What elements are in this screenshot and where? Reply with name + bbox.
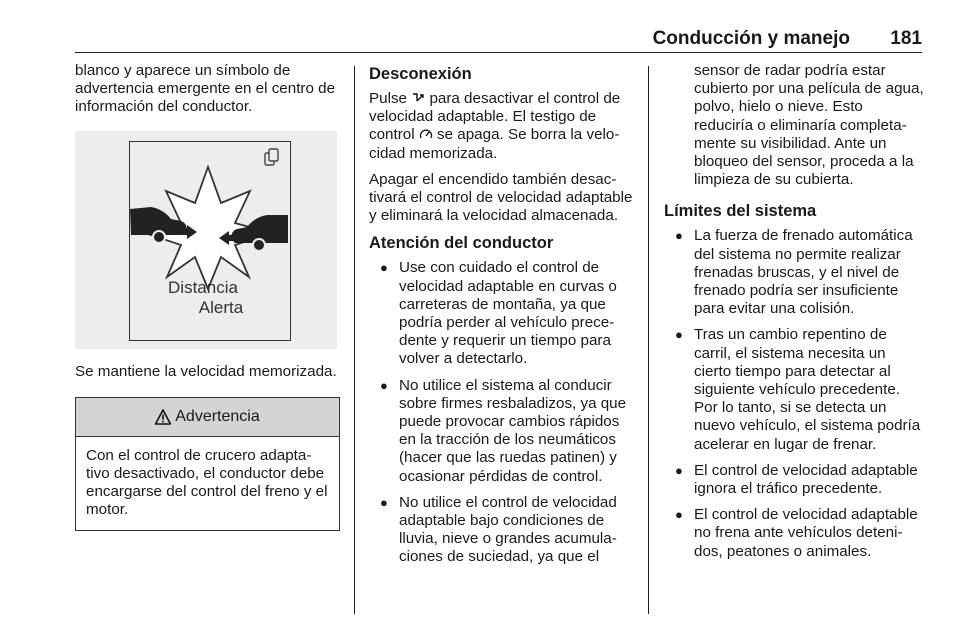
heading-disconnection: Desconexión — [369, 65, 472, 83]
bullet-icon: ● — [675, 462, 683, 478]
intro-paragraph: blanco y aparece un símbolo de advertencia emergente en el centro de información del conductor. — [75, 62, 336, 116]
collision-alert-figure — [75, 131, 337, 349]
list-item-text: No utilice el sistema al conducir sobre firmes resbaladizos, ya que puede provocar cambios rápidos en la tracción de los neumáticos (hacer que las ruedas patinen) y ocasionar pérdidas de control. — [399, 376, 627, 485]
list-item-text: Use con cuidado el control de velocidad adaptable en curvas o carreteras de montaña, ya que podría perder al vehículo precedente y requerir un tiempo para volver a detectarlo. — [399, 259, 617, 368]
list-item-text: La fuerza de frenado automática del sistema no permite realizar frenadas bruscas, y el nivel de frenado podría ser insuficiente para evitar una colisión. — [694, 227, 913, 318]
list-item-text: Tras un cambio repentino de carril, el sistema necesita un cierto tiempo para detectar al siguiente vehículo precedente. Por lo tanto, si se detecta un nuevo vehículo, el sistema podría acelerar en lugar de frenar. — [694, 326, 921, 453]
figure-label-alert: Alerta — [198, 297, 244, 317]
list-item — [369, 377, 634, 486]
page-number: 181 — [890, 28, 922, 49]
sensor-continuation: sensor de radar podría estar cubierto por una película de agua, polvo, hielo o nieve. Esto reduciría o eliminaría completamente su visibilidad. Ante un bloqueo del sensor, proceda a la limpieza de su cubierta. — [694, 62, 924, 189]
bullet-icon: ● — [675, 228, 683, 244]
page-header — [75, 22, 922, 53]
warning-box — [75, 397, 340, 531]
text-span: Pulse — [369, 90, 412, 107]
warning-body: Con el control de crucero adaptativo desactivado, el conductor debe encargarse del control del freno y el motor. — [86, 446, 328, 519]
warning-title-bar — [76, 398, 339, 437]
bullet-icon: ● — [675, 507, 683, 523]
limits-list — [664, 227, 926, 560]
column-divider — [354, 66, 355, 614]
section-title: Conducción y manejo — [652, 28, 850, 49]
bullet-icon: ● — [380, 260, 388, 276]
list-item-text: El control de velocidad adaptable no frena ante vehículos detenidos, peatones o animales. — [694, 506, 918, 560]
text-span: se apaga. Se borra la velocidad memorizada. — [369, 126, 620, 162]
heading-system-limits: Límites del sistema — [664, 202, 817, 221]
bullet-icon: ● — [675, 327, 683, 343]
list-item — [664, 506, 926, 561]
figure-label-distance: Distancia — [168, 277, 238, 297]
list-item-text: El control de velocidad adaptable ignora el tráfico precedente. — [694, 461, 918, 498]
column-middle — [369, 62, 634, 575]
bullet-icon: ● — [380, 494, 388, 510]
ignition-paragraph: Apagar el encendido también desactivará el control de velocidad adaptable y eliminará la velocidad almacenada. — [369, 170, 633, 225]
warning-triangle-icon — [155, 409, 171, 425]
column-left — [75, 62, 340, 531]
column-right — [664, 62, 926, 569]
column-divider — [648, 66, 649, 614]
bullet-icon: ● — [380, 377, 388, 393]
text-span: para desactivar el control de velocidad adaptable. El testigo de control — [369, 90, 621, 144]
page-corner-icon — [265, 149, 278, 165]
disconnect-paragraph — [369, 90, 634, 163]
speed-memorized-paragraph: Se mantiene la velocidad memorizada. — [75, 362, 337, 380]
cruise-cancel-icon — [411, 92, 425, 104]
warning-title: Advertencia — [175, 407, 260, 425]
heading-driver-attention: Atención del conductor — [369, 234, 554, 253]
list-item — [664, 326, 926, 453]
attention-list — [369, 259, 634, 566]
list-item — [664, 462, 926, 498]
list-item — [369, 494, 634, 567]
list-item — [664, 227, 926, 318]
speedometer-control-icon — [419, 128, 433, 140]
list-item — [369, 259, 634, 368]
list-item-text: No utilice el control de velocidad adaptable bajo condiciones de lluvia, nieve o grandes acumulaciones de suciedad, ya que el — [399, 493, 617, 566]
